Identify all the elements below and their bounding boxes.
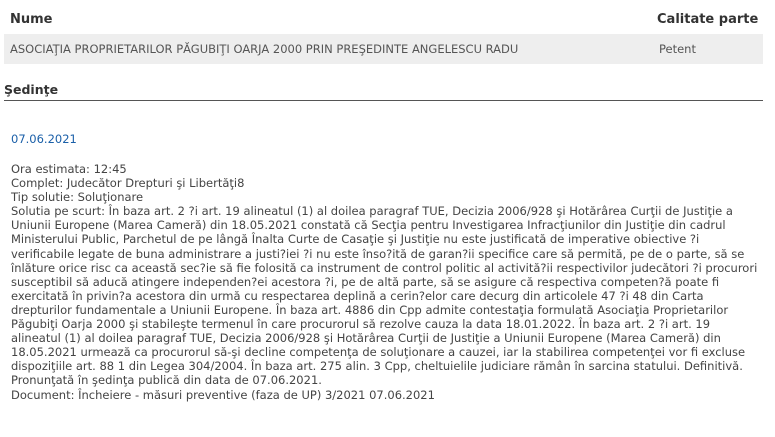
sessions-heading: Şedinţe	[4, 82, 763, 101]
table-header-row	[4, 4, 763, 34]
session-solution-type: Tip solutie: Soluţionare	[11, 190, 144, 205]
column-header-name: Nume	[10, 11, 53, 27]
session-panel: Complet: Judecător Drepturi şi Libertăţi8	[11, 176, 245, 191]
column-header-role: Calitate parte	[657, 11, 759, 27]
session-solution-summary: Solutia pe scurt: În baza art. 2 ?i art. 19 alineatul (1) al doilea paragraf TUE, Decizia 2006/928 şi Hotărârea Curţii de Justiţie a Uniunii Europene (Marea Cameră) din 18.05.2021 constată că Secţia pentru Investigarea Infracţiunilor din Justiţie din cadrul Ministerului Public, Parchetul de pe lângă Înalta Curte de Casaţie şi Justiţie nu este justificată de imperative obiective ?i verificabile legate de buna administrare a justi?iei ?i nu este înso?ită de garan?ii specifice care să permită, pe de o parte, să se înlăture orice risc ca această sec?ie să fie folosită ca instrument de control politic al activită?ii respectivilor judecători ?i procurori susceptibil să aducă atingere independen?ei acestora ?i, pe de altă parte, să se asigure că respectiva competen?ă poate fi exercitată în privin?a acestora din urmă cu respectarea deplină a cerin?elor care decurg din articolele 47 ?i 48 din Carta drepturilor fundamentale a Uniunii Europene. În baza art. 4886 din Cpp admite contestaţia formulată Asociaţia Proprietarilor Păgubiţi Oarja 2000 şi stabileşte termenul în care procurorul să rezolve cauza la data 18.01.2022. În baza art. 2 ?i art. 19 alineatul (1) al doilea paragraf TUE, Decizia 2006/928 şi Hotărârea Curţii de Justiţie a Uniunii Europene (Marea Cameră) din 18.05.2021 urmează ca procurorul să-şi decline competenţa de soluţionare a cauzei, iar la stabilirea competenţei vor fi excluse dispoziţiile art. 88 1 din Legea 304/2004. În baza art. 275 alin. 3 Cpp, cheltuielile judiciare rămân în sarcina statului. Definitivă. Pronunţată în şedinţa publică din data de 07.06.2021.	[11, 204, 758, 388]
session-date: 07.06.2021	[11, 132, 77, 146]
session-estimated-time: Ora estimata: 12:45	[11, 162, 127, 176]
parties-table	[4, 4, 763, 64]
party-name: ASOCIAŢIA PROPRIETARILOR PĂGUBIŢI OARJA 2000 PRIN PREŞEDINTE ANGELESCU RADU	[10, 42, 519, 56]
table-row	[4, 34, 763, 64]
party-role: Petent	[659, 42, 696, 56]
session-details	[11, 162, 761, 402]
session-document: Document: Încheiere - măsuri preventive (faza de UP) 3/2021 07.06.2021	[11, 387, 435, 402]
